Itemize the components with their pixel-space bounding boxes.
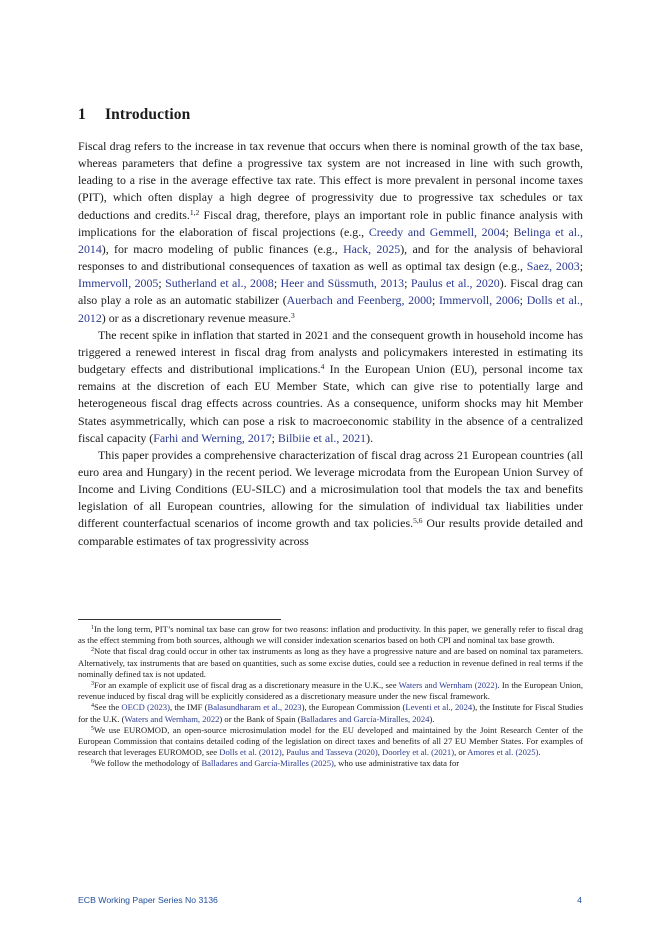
text-run: ; — [273, 276, 281, 291]
text-run: ; — [271, 430, 278, 445]
citation-link[interactable]: Waters and Wernham (2022) — [398, 680, 498, 691]
citation-link[interactable]: Heer and Süssmuth, 2013 — [280, 276, 405, 291]
citation-link[interactable]: Balladares and García-Miralles (2025) — [201, 758, 334, 769]
citation-link[interactable]: Farhi and Werning, 2017 — [153, 430, 272, 445]
paragraph-2 — [78, 327, 583, 447]
footnote-text: , who use administrative tax data for — [333, 758, 460, 769]
text-run: ; — [158, 276, 166, 291]
footnote-marker[interactable]: 4 — [320, 362, 325, 372]
footnote-text: ) or the Bank of Spain ( — [219, 713, 301, 724]
text-run: ; — [519, 293, 527, 308]
citation-link[interactable]: Leventi et al., 2024 — [405, 702, 473, 713]
footnote-5 — [78, 725, 583, 759]
footnote-number: 2 — [91, 647, 94, 654]
footnote-1 — [78, 624, 583, 646]
text-run: ), for macro modeling of public finances (e.g., — [101, 241, 344, 256]
text-run: Fiscal drag refers to the increase in tax revenue that occurs when there is nominal growth of the tax base, whereas parameters that define a progressive tax system are not increased in line with such growth, leading to a rise in the average effective tax rate. This effect is more prevalent in personal income taxes (PIT), which often display a high degree of progressivity due to progressive tax schedules or tax deductions and credits. — [78, 139, 583, 222]
paragraph-1 — [78, 138, 583, 327]
footnote-number: 1 — [91, 625, 94, 631]
footnote-number: 5 — [91, 725, 94, 732]
citation-link[interactable]: Paulus et al., 2020 — [410, 276, 500, 291]
footnote-3 — [78, 680, 583, 702]
text-run: ). Fiscal drag can also play a role as an automatic stabilizer ( — [78, 276, 583, 308]
footnote-number: 4 — [91, 703, 94, 710]
section-title: Introduction — [105, 106, 191, 123]
footnote-text: Note that fiscal drag could occur in other tax instruments as long as they have a progressive nature and are based on nominal tax parameters. Alternatively, tax instruments that are based on quantities, such as some excise duties, could see a reduction in revenue defined in real terms if the nominally defined tax is not updated. — [78, 646, 583, 679]
footnote-text: . In the European Union, revenue induced by fiscal drag will be explicitly considered as a discretionary measure under the new fiscal framework. — [78, 680, 583, 702]
citation-link[interactable]: Auerbach and Feenberg, 2000 — [286, 293, 432, 308]
citation-link[interactable]: Dolls et al., 2012 — [78, 293, 584, 325]
footnote-number: 3 — [91, 681, 94, 688]
citation-link[interactable]: Amores et al. (2025) — [467, 747, 539, 758]
footnote-marker[interactable]: 1,2 — [189, 207, 200, 217]
section-number: 1 — [78, 106, 86, 123]
body-text — [78, 138, 583, 550]
footnote-text: , — [281, 747, 287, 758]
text-run: The recent spike in inflation that started in 2021 and the consequent growth in household income has triggered a renewed interest in fiscal drag from analysts and policymakers interested in estimating its budgetary effects and distributional implications. — [78, 327, 583, 377]
citation-link[interactable]: Dolls et al. (2012) — [219, 747, 282, 758]
page-number: 4 — [577, 895, 582, 905]
text-run: This paper provides a comprehensive characterization of fiscal drag across 21 European countries (all euro area and Hungary) in the recent period. We leverage microdata from the European Union Survey of Income and Living Conditions (EU-SILC) and a microsimulation tool that models the tax and benefits legislation of all European countries, allowing for the simulation of individual tax liabilities under different counterfactual scenarios of income growth and tax policies. — [78, 447, 583, 531]
citation-link[interactable]: Waters and Wernham, 2022 — [124, 713, 220, 724]
footnote-4 — [78, 702, 583, 724]
text-run: ). — [366, 430, 374, 445]
footnote-text: ), the Institute for Fiscal Studies for the U.K. ( — [78, 702, 583, 724]
paragraph-3 — [78, 447, 583, 550]
footer-series: ECB Working Paper Series No 3136 — [78, 895, 218, 905]
footnote-text: ), the European Commission ( — [301, 702, 406, 713]
citation-link[interactable]: Immervoll, 2005 — [78, 276, 159, 291]
citation-link[interactable]: Saez, 2003 — [526, 259, 580, 274]
footnote-text: ). — [429, 713, 435, 724]
text-run: ; — [431, 293, 439, 308]
citation-link[interactable]: Creedy and Gemmell, 2004 — [368, 224, 506, 239]
footnote-text: For an example of explicit use of fiscal drag as a discretionary measure in the U.K., see — [94, 680, 399, 691]
text-run: ) or as a discretionary revenue measure. — [101, 310, 291, 325]
section-heading — [78, 106, 190, 124]
footnote-text: We use EUROMOD, an open-source microsimulation model for the EU developed and maintained by the Joint Research Center of the European Commission that contains detailed coding of the legislation on direct taxes and benefits of all 27 EU Member States. For examples of research that leverages EUROMOD, see — [78, 724, 583, 758]
footnote-text: , — [377, 747, 383, 758]
footnote-number: 6 — [91, 759, 94, 766]
citation-link[interactable]: Doorley et al. (2021) — [382, 747, 455, 758]
footnote-marker[interactable]: 5,6 — [413, 516, 423, 526]
text-run: ; — [404, 276, 411, 291]
citation-link[interactable]: Balasundharam et al., 2023 — [207, 702, 302, 713]
text-run: Our results provide detailed and comparable estimates of tax progressivity across — [78, 516, 584, 548]
text-run: ; — [505, 224, 514, 239]
text-run: In the European Union (EU), personal income tax remains at the discretion of each EU Member State, which can give rise to potentially large and heterogeneous fiscal drag effects across countries. As a consequence, uniform shocks may hit Member States asymmetrically, which can pose a risk to macroeconomic stability in the absence of a centralized fiscal capacity ( — [78, 362, 583, 445]
text-run: ; — [579, 259, 583, 274]
citation-link[interactable]: Paulus and Tasseva (2020) — [286, 747, 378, 758]
citation-link[interactable]: Belinga et al., 2014 — [78, 224, 583, 256]
citation-link[interactable]: Hack, 2025 — [343, 241, 401, 256]
footnote-marker[interactable]: 3 — [290, 310, 295, 320]
footnote-6 — [78, 758, 583, 769]
footnote-divider — [78, 619, 281, 620]
text-run: Fiscal drag, therefore, plays an important role in public finance analysis with implications for the elaboration of fiscal projections (e.g., — [78, 207, 583, 239]
citation-link[interactable]: Bilbiie et al., 2021 — [277, 430, 367, 445]
footnote-text: We follow the methodology of — [94, 758, 202, 769]
footnotes — [78, 624, 583, 770]
footnote-text: In the long term, PIT’s nominal tax base can grow for two reasons: inflation and productivity. In this paper, we generally refer to fiscal drag as the effect stemming from both sources, although we will consider indexation scenarios based on both CPI and nominal tax base growth. — [78, 624, 583, 646]
citation-link[interactable]: OECD (2023) — [121, 702, 170, 713]
citation-link[interactable]: Balladares and García-Miralles, 2024 — [300, 713, 430, 724]
footnote-text: , the IMF ( — [169, 702, 208, 713]
citation-link[interactable]: Sutherland et al., 2008 — [165, 276, 274, 291]
footnote-2 — [78, 646, 583, 680]
citation-link[interactable]: Immervoll, 2006 — [439, 293, 520, 308]
footnote-text: , or — [454, 747, 468, 758]
footnote-text: . — [538, 747, 541, 758]
text-run: ), and for the analysis of behavioral responses to and distributional consequences of taxation as well as optimal tax design (e.g., — [78, 241, 583, 274]
footnote-text: See the — [94, 702, 122, 713]
